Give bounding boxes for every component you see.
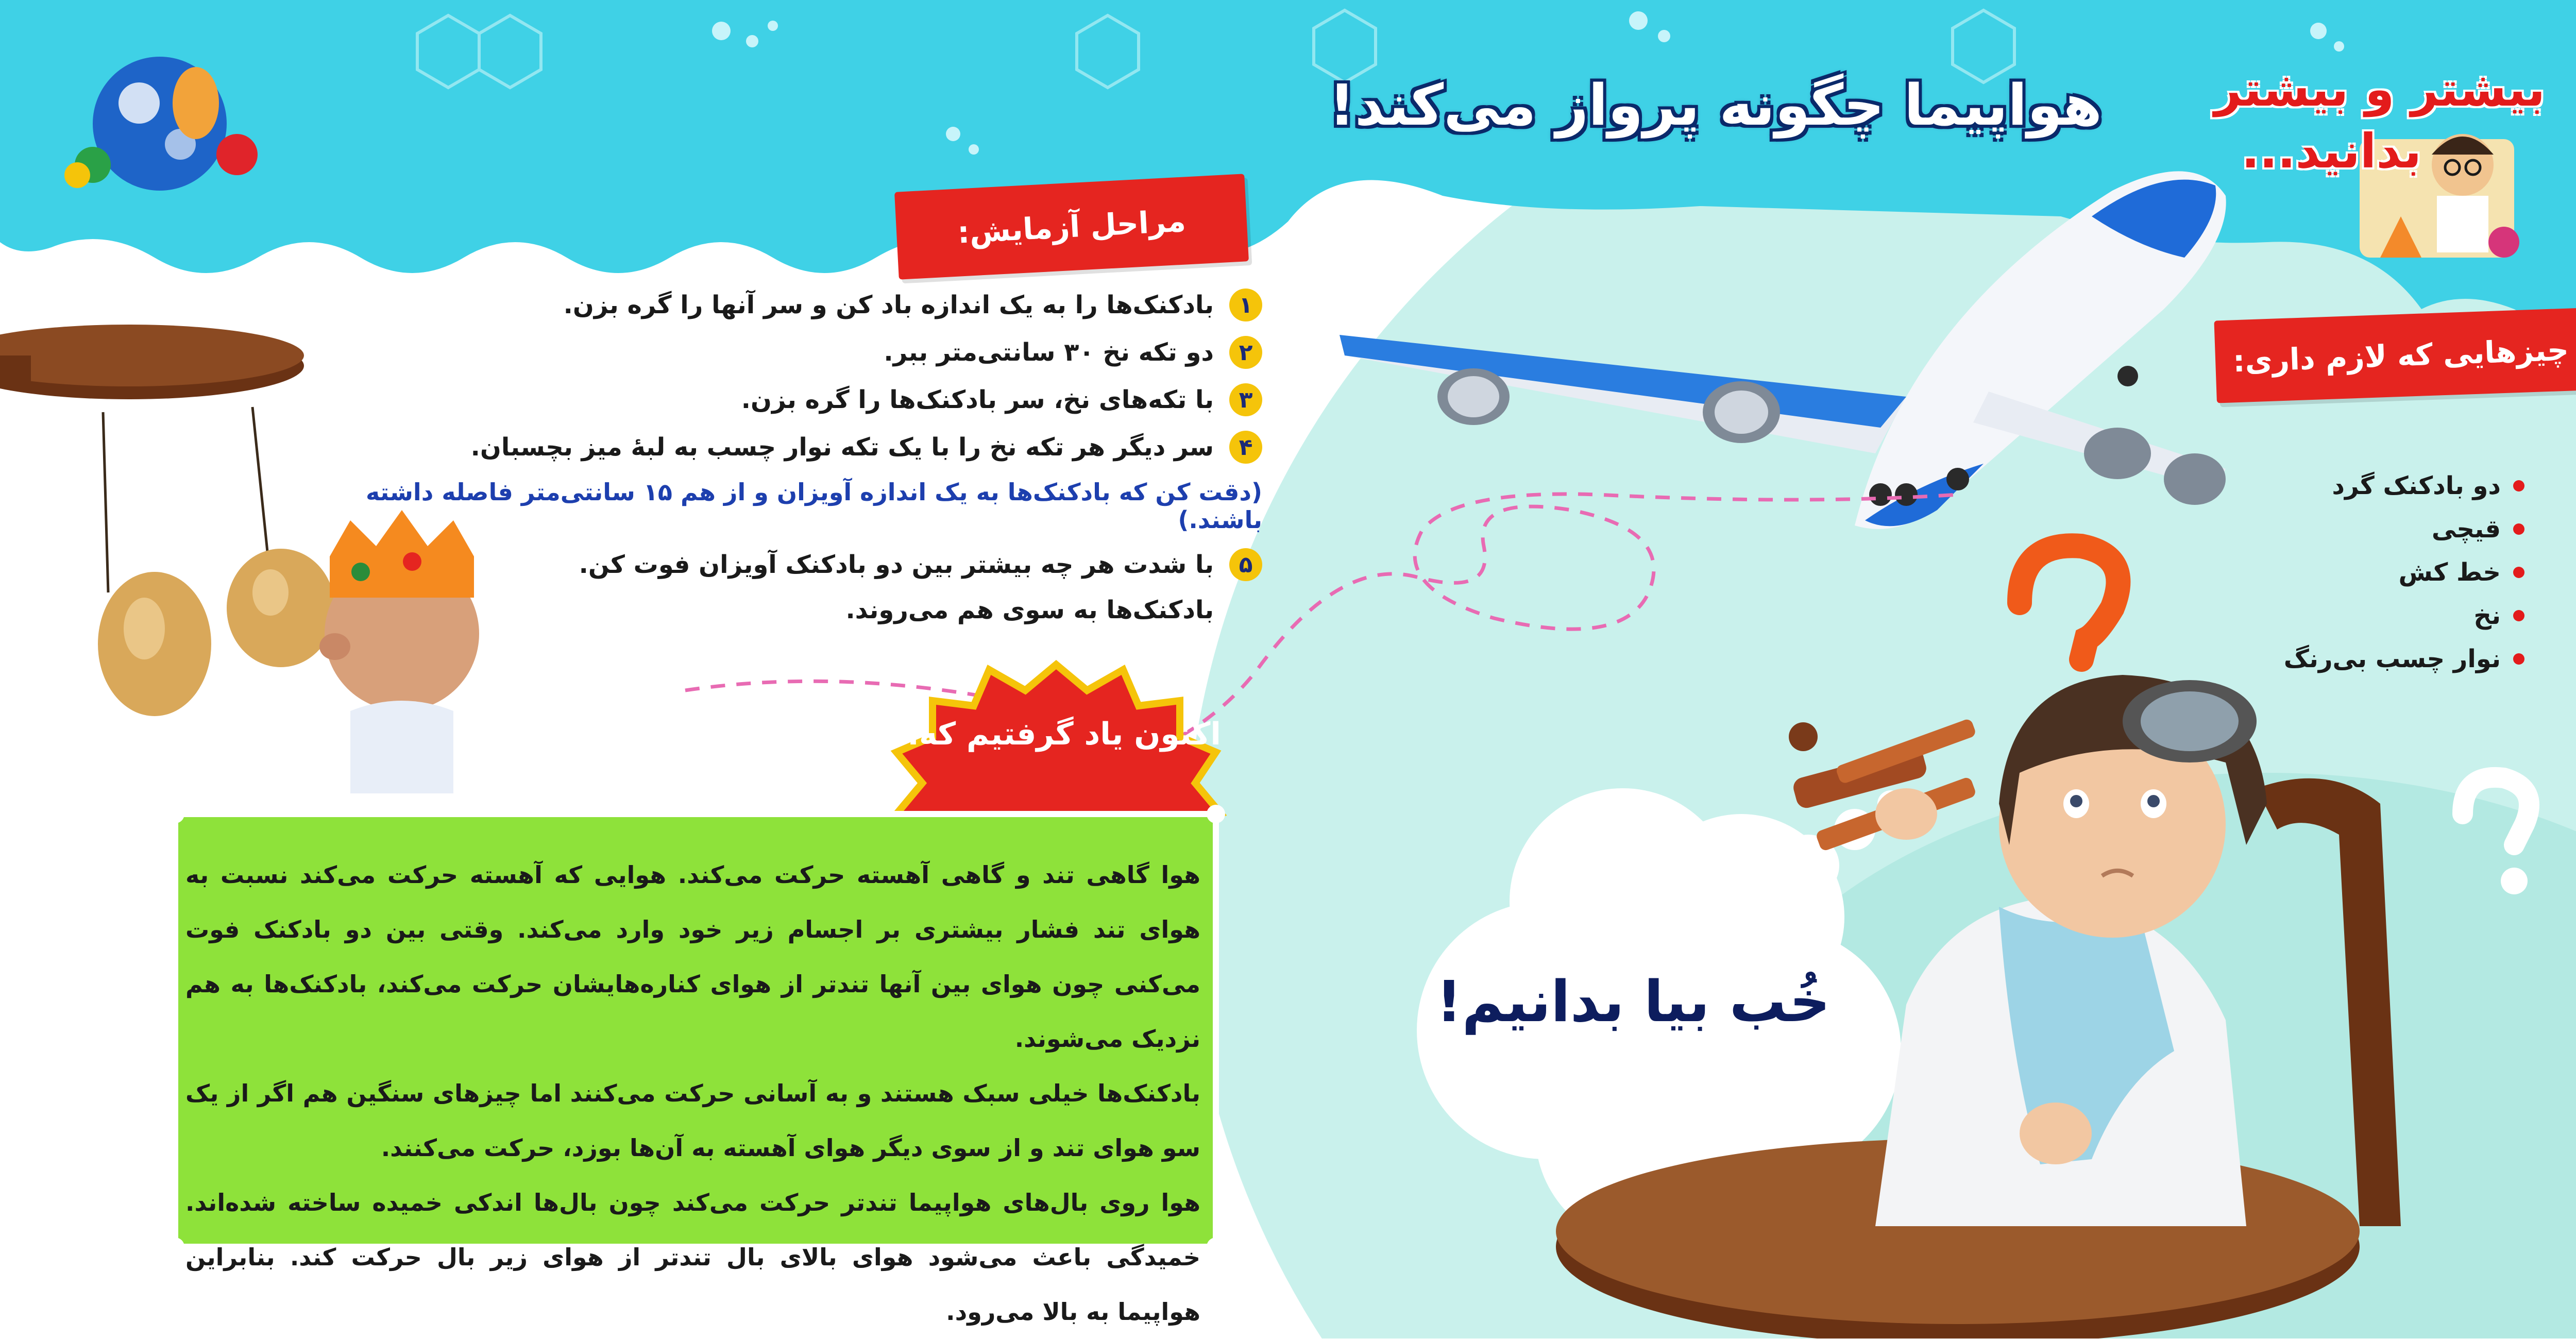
material-label: خط کش [2398,558,2501,587]
cloud-caption: خُب بیا بدانیم! [1436,969,1831,1035]
bullet-icon [2513,653,2524,665]
step-number: ۳ [1229,383,1262,416]
page-title: هواپیما چگونه پرواز می‌کند! [1329,72,2102,138]
material-item [2215,515,2524,544]
material-label: قیچی [2431,515,2501,544]
step-item [361,431,1262,464]
step-item [361,289,1262,321]
material-label: نخ [2473,601,2501,630]
step-result: بادکنک‌ها به سوی هم می‌روند. [845,596,1214,624]
steps-heading: مراحل آزمایش: [956,203,1187,250]
conclusion-paragraph: هوا گاهی تند و گاهی آهسته حرکت می‌کند. هوایی که آهسته حرکت می‌کند نسبت به هوای تند فشار بیشتری بر اجسام زیر خود وارد می‌کند. وقتی بین دو بادکنک فوت می‌کنی چون هوای بین آنها تندتر از هوای کناره‌هایشان حرکت می‌کند، بادکنک‌ها به هم نزدیک می‌شوند. [185,861,1200,1053]
bullet-icon [2513,480,2524,491]
badge-title-line1: بیشتر و بیشتر [2214,62,2545,117]
material-item [2215,558,2524,587]
steps-heading-banner [894,174,1249,279]
materials-heading-banner [2214,308,2576,403]
step-text: دو تکه نخ ۳۰ سانتی‌متر ببر. [884,338,1214,367]
bullet-icon [2513,610,2524,621]
step-item [361,336,1262,369]
material-label: دو بادکنک گرد [2332,471,2501,500]
step-text: سر دیگر هر تکه نخ را با یک تکه نوار چسب به لبهٔ میز بچسبان. [470,433,1214,462]
conclusion-paragraph: بادکنک‌ها خیلی سبک هستند و به آسانی حرکت می‌کنند اما چیزهای سنگین هم اگر از یک سو هوای تند و از سوی دیگر هوای آهسته به آن‌ها بوزد، حرکت می‌کنند. [185,1079,1200,1162]
step-number: ۲ [1229,336,1262,369]
learned-heading: اکنون یاد گرفتیم که... [884,716,1221,752]
material-item [2215,601,2524,630]
step-number: ۴ [1229,431,1262,464]
badge-title-line2: بدانید... [2241,124,2421,179]
step-number: ۱ [1229,289,1262,321]
step-text: با شدت هر چه بیشتر بین دو بادکنک آویزان فوت کن. [579,550,1214,579]
step-text: بادکنک‌ها را به یک اندازه باد کن و سر آنها را گره بزن. [563,291,1214,319]
material-item [2215,645,2524,673]
bullet-icon [2513,567,2524,578]
step-item [361,383,1262,416]
materials-list [2215,471,2524,688]
step-item [361,548,1262,581]
materials-heading: چیزهایی که لازم داری: [2232,332,2569,379]
material-label: نوار چسب بی‌رنگ [2283,645,2501,673]
conclusion-paragraph: هوا روی بال‌های هواپیما تندتر حرکت می‌کند چون بال‌ها اندکی خمیده ساخته شده‌اند. خمیدگی باعث می‌شود هوای بالای بال تندتر از هوای زیر بال حرکت کند. بنابراین هواپیما به بالا می‌رود. [185,1189,1200,1326]
step-number: ۵ [1229,548,1262,581]
step-text: با تکه‌های نخ، سر بادکنک‌ها را گره بزن. [741,385,1214,414]
steps-list [361,289,1262,624]
material-item [2215,471,2524,500]
bullet-icon [2513,523,2524,535]
step-note: (دقت کن که بادکنک‌ها به یک اندازه آویزان و از هم ۱۵ سانتی‌متر فاصله داشته باشند.) [366,478,1262,534]
conclusion-text [185,848,1200,1339]
